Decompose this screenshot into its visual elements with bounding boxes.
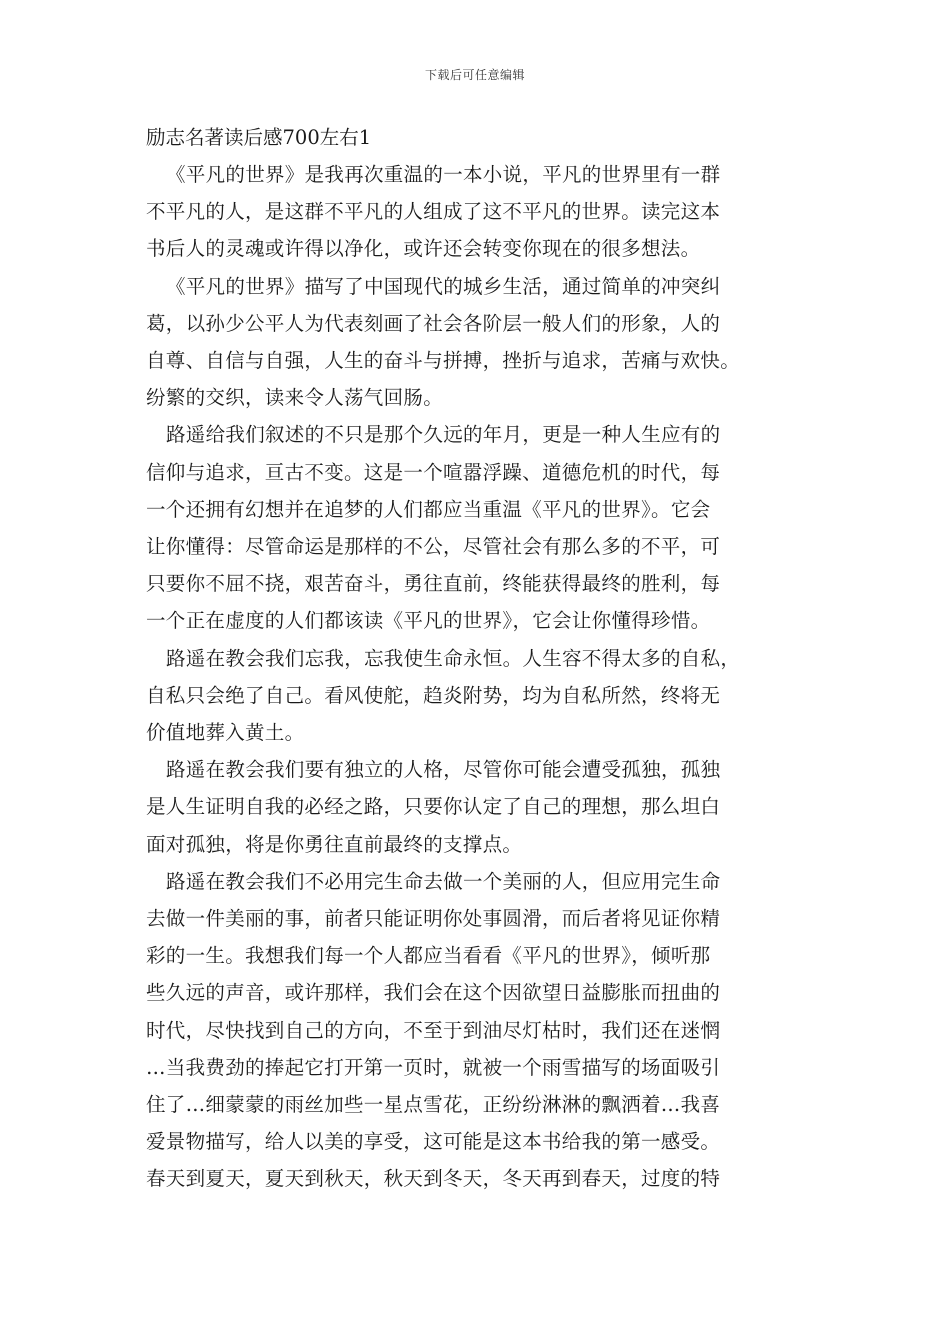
text-line: 彩的一生。我想我们每一个人都应当看看《平凡的世界》，倾听那 (146, 944, 711, 968)
text-line: 时代，尽快找到自己的方向，不至于到油尽灯枯时，我们还在迷惘 (146, 1018, 721, 1042)
paragraph-5 (146, 751, 836, 863)
text-line: 路遥在教会我们要有独立的人格，尽管你可能会遭受孤独，孤独 (166, 758, 721, 782)
text-line: 《平凡的世界》是我再次重温的一本小说，平凡的世界里有一群 (166, 163, 721, 186)
text-line: 信仰与追求，亘古不变。这是一个喧嚣浮躁、道德危机的时代，每 (146, 460, 721, 484)
text-line: 面对孤独，将是你勇往直前最终的支撑点。 (146, 832, 523, 856)
text-line: …当我费劲的捧起它打开第一页时，就被一个雨雪描写的场面吸引 (146, 1055, 721, 1079)
text-line: 自私只会绝了自己。看风使舵，趋炎附势，均为自私所然，终将无 (146, 683, 721, 707)
text-line: 些久远的声音，或许那样，我们会在这个因欲望日益膨胀而扭曲的 (146, 981, 721, 1005)
text-line: 纷繁的交织，读来令人荡气回肠。 (146, 386, 444, 410)
text-line: 爱景物描写，给人以美的享受，这可能是这本书给我的第一感受。 (146, 1130, 721, 1154)
text-line: 路遥给我们叙述的不只是那个久远的年月，更是一种人生应有的 (166, 423, 721, 447)
text-line: 路遥在教会我们忘我，忘我使生命永恒。人生容不得太多的自私， (166, 646, 741, 670)
text-line: 去做一件美丽的事，前者只能证明你处事圆滑，而后者将见证你精 (146, 907, 721, 931)
text-line: 春天到夏天，夏天到秋天，秋天到冬天，冬天再到春天，过度的特 (146, 1167, 721, 1191)
document-body (146, 120, 836, 1198)
text-line: 《平凡的世界》描写了中国现代的城乡生活，通过简单的冲突纠 (166, 274, 721, 298)
text-line: 是人生证明自我的必经之路，只要你认定了自己的理想，那么坦白 (146, 795, 721, 819)
text-line: 自尊、自信与自强，人生的奋斗与拼搏，挫折与追求，苦痛与欢快。 (146, 349, 741, 373)
text-line: 书后人的灵魂或许得以净化，或许还会转变你现在的很多想法。 (146, 237, 701, 261)
page-header-note: 下载后可任意编辑 (424, 68, 525, 82)
text-line: 葛，以孙少公平人为代表刻画了社会各阶层一般人们的形象，人的 (146, 311, 721, 335)
paragraph-2 (146, 268, 836, 417)
text-line: 一个还拥有幻想并在追梦的人们都应当重温《平凡的世界》。它会 (146, 497, 711, 521)
paragraph-6 (146, 863, 836, 1198)
document-title: 励志名著读后感700左右1 (146, 126, 372, 149)
text-line: 只要你不屈不挠，艰苦奋斗，勇往直前，终能获得最终的胜利，每 (146, 572, 721, 596)
text-line: 价值地葬入黄土。 (146, 721, 305, 745)
text-line: 不平凡的人，是这群不平凡的人组成了这不平凡的世界。读完这本 (146, 200, 721, 224)
paragraph-4 (146, 640, 836, 752)
text-line: 让你懂得：尽管命运是那样的不公，尽管社会有那么多的不平，可 (146, 535, 721, 559)
text-line: 一个正在虚度的人们都该读《平凡的世界》，它会让你懂得珍惜。 (146, 609, 711, 633)
paragraph-1 (146, 156, 836, 268)
text-line: 路遥在教会我们不必用完生命去做一个美丽的人，但应用完生命 (166, 869, 721, 893)
paragraph-3 (146, 416, 836, 639)
text-line: 住了…细蒙蒙的雨丝加些一星点雪花，正纷纷淋淋的飘洒着…我喜 (146, 1093, 721, 1117)
